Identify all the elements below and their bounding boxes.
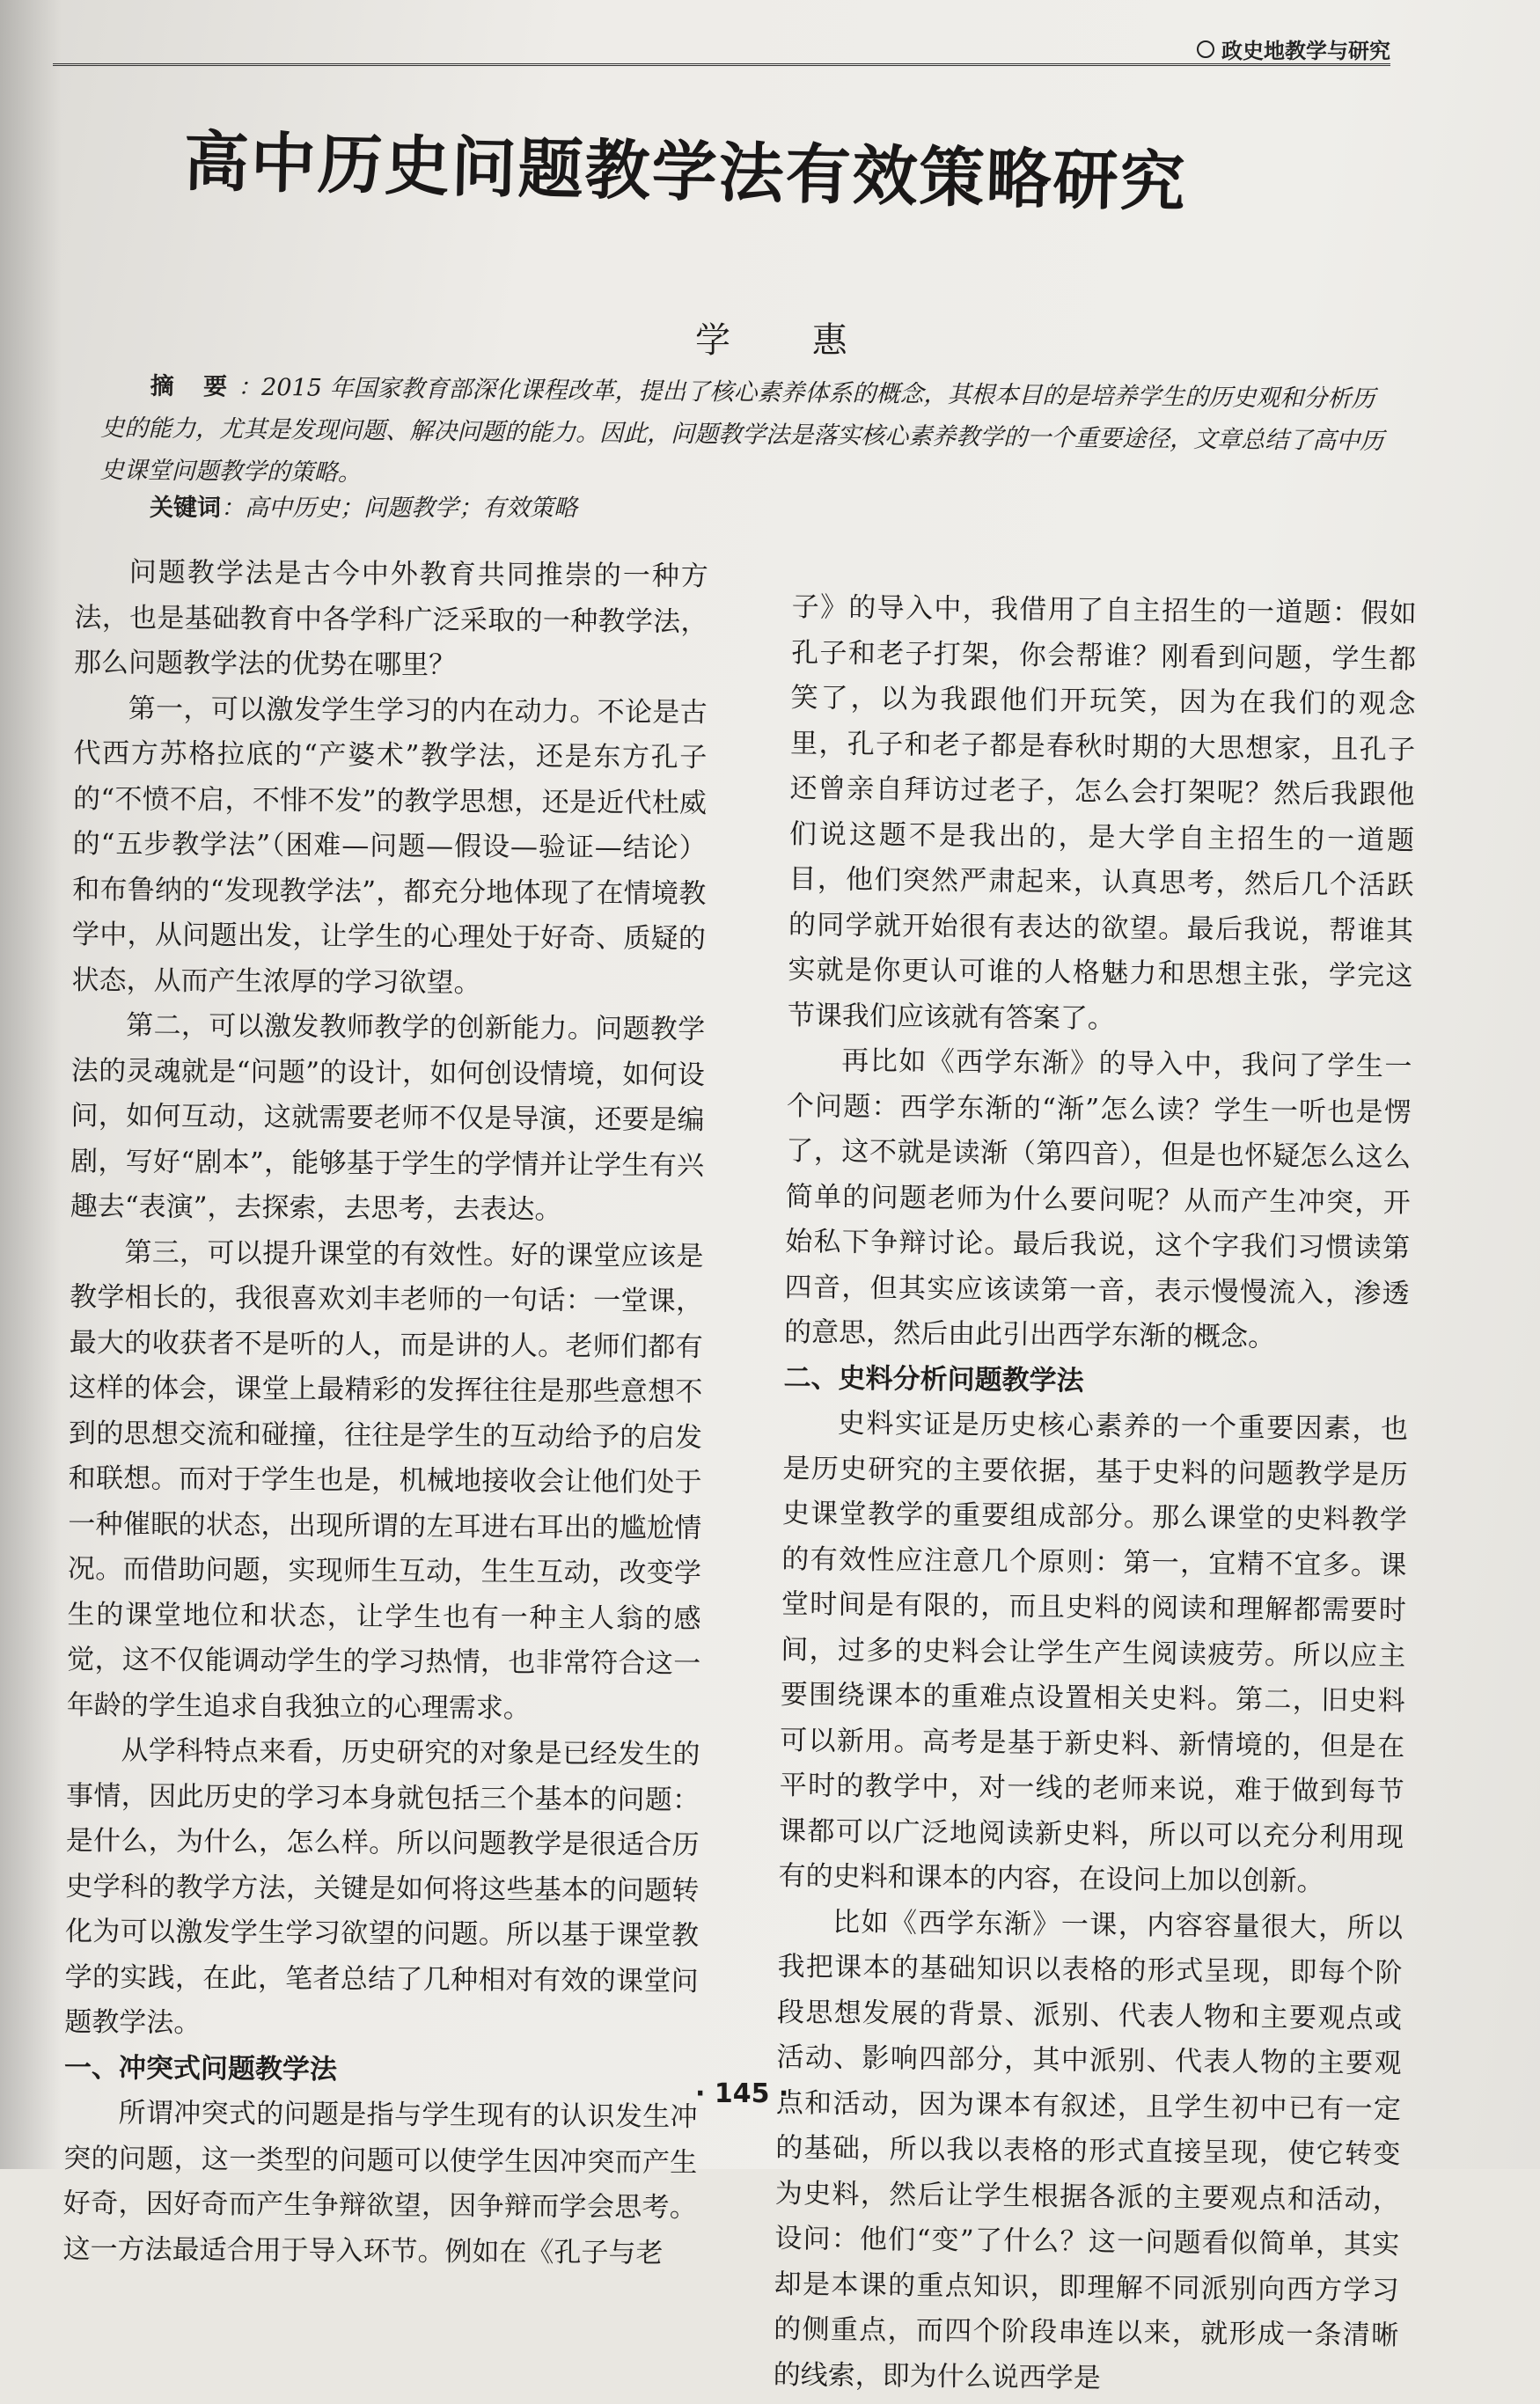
paragraph: 第三，可以提升课堂的有效性。好的课堂应该是教学相长的，我很喜欢刘丰老师的一句话：一堂课，最大的收获者不是听的人，而是讲的人。老师们都有这样的体会，课堂上最精彩的发挥往往是那些意想不到的思想交流和碰撞，往往是学生的互动给予的启发和联想。而对于学生也是，机械地接收会让他们处于一种催眠的状态，出现所谓的左耳进右耳出的尴尬情况。而借助问题，实现师生互动，生生互动，改变学生的课堂地位和状态，让学生也有一种主人翁的感觉，这不仅能调动学生的学习热情，也非常符合这一年龄的学生追求自我独立的心理需求。	[66, 1235, 704, 1725]
paragraph: 问题教学法是古今中外教育共同推崇的一种方法，也是基础教育中各学科广泛采取的一种教学法，那么问题教学法的优势在哪里？	[73, 556, 708, 682]
keywords	[150, 488, 942, 523]
paragraph: 比如《西学东渐》一课，内容容量很大，所以我把课本的基础知识以表格的形式呈现，即每个阶段思想发展的背景、派别、代表人物和主要观点或活动、影响四部分，其中派别、代表人物的主要观点和活动，因为课本有叙述，且学生初中已有一定的基础，所以我以表格的形式直接呈现，使它转变为史料，然后让学生根据各派的主要观点和活动，设问：他们“变”了什么？这一问题看似简单，其实却是本课的重点知识，即理解不同派别向西方学习的侧重点，而四个阶段串连以来，就形成一条清晰的线索，即为什么说西学是	[773, 1906, 1404, 2394]
circle-icon	[1197, 40, 1214, 58]
page-number: · 145 ·	[695, 2078, 789, 2109]
paragraph: 从学科特点来看，历史研究的对象是已经发生的事情，因此历史的学习本身就包括三个基本的问题：是什么，为什么，怎么样。所以问题教学是很适合历史学科的教学方法，关键是如何将这些基本的问题转化为可以激发学生学习欲望的问题。所以基于课堂教学的实践，在此，笔者总结了几种相对有效的课堂问题教学法。	[64, 1734, 700, 2040]
section-label-text: 政史地教学与研究	[1221, 39, 1390, 63]
section-heading: 一、冲突式问题教学法	[63, 2051, 338, 2085]
section-label	[1197, 33, 1390, 64]
paragraph: 第一，可以激发学生学习的内在动力。不论是古代西方苏格拉底的“产婆术”教学法，还是东方孔子的“不愤不启，不悱不发”的教学思想，还是近代杜威的“五步教学法”（困难—问题—假设—验证—结论）和布鲁纳的“发现教学法”，都充分地体现了在情境教学中，从问题出发，让学生的心理处于好奇、质疑的状态，从而产生浓厚的学习欲望。	[71, 692, 708, 999]
article-title: 高中历史问题教学法有效策略研究	[182, 123, 1188, 221]
abstract-text: ：2015 年国家教育部深化课程改革，提出了核心素养体系的概念，其根本目的是培养学生的历史观和分析历史的能力，尤其是发现问题、解决问题的能力。因此，问题教学法是落实核心素养教学的一个重要途径，文章总结了高中历史课堂问题教学的策略。	[99, 373, 1384, 487]
keywords-label: 关键词	[150, 495, 221, 522]
running-header	[53, 33, 1390, 66]
article-author: 学 惠	[695, 320, 883, 361]
keywords-text: ：高中历史；问题教学；有效策略	[221, 495, 577, 522]
right-column	[773, 585, 1417, 2404]
section-heading: 二、史料分析问题教学法	[783, 1361, 1084, 1397]
paragraph: 史料实证是历史核心素养的一个重要因素，也是历史研究的主要依据，基于史料的问题教学是历史课堂教学的重要组成部分。那么课堂的史料教学的有效性应注意几个原则：第一，宜精不宜多。课堂时间是有限的，而且史料的阅读和理解都需要时间，过多的史料会让学生产生阅读疲劳。所以应主要围绕课本的重难点设置相关史料。第二，旧史料可以新用。高考是基于新史料、新情境的，但是在平时的教学中，对一线的老师来说，难于做到每节课都可以广泛地阅读新史料，所以可以充分利用现有的史料和课本的内容，在设问上加以创新。	[778, 1407, 1409, 1898]
left-column	[62, 550, 708, 2276]
binding-shadow	[0, 0, 62, 2169]
abstract	[99, 365, 1394, 505]
paragraph: 再比如《西学东渐》的导入中，我问了学生一个问题：西学东渐的“渐”怎么读？学生一听也是愣了，这不就是读渐（第四音），但是也怀疑怎么这么简单的问题老师为什么要问呢？从而产生冲突，开始私下争辩讨论。最后我说，这个字我们习惯读第四音，但其实应该读第一音，表示慢慢流入，渗透的意思，然后由此引出西学东渐的概念。	[783, 1044, 1412, 1353]
paragraph: 所谓冲突式的问题是指与学生现有的认识发生冲突的问题，这一类型的问题可以使学生因冲突而产生好奇，因好奇而产生争辩欲望，因争辩而学会思考。这一方法最适合用于导入环节。例如在《孔子与老	[62, 2097, 698, 2269]
abstract-label: 摘 要	[150, 372, 238, 401]
paragraph: 第二，可以激发教师教学的创新能力。问题教学法的灵魂就是“问题”的设计，如何创设情境，如何设问，如何互动，这就需要老师不仅是导演，还要是编剧，写好“剧本”，能够基于学生的学情并让学生有兴趣去“表演”，去探索，去思考，去表达。	[70, 1009, 706, 1226]
paragraph: 子》的导入中，我借用了自主招生的一道题：假如孔子和老子打架，你会帮谁？刚看到问题，学生都笑了，以为我跟他们开玩笑，因为在我们的观念里，孔子和老子都是春秋时期的大思想家，且孔子还曾亲自拜访过老子，怎么会打架呢？然后我跟他们说这题不是我出的，是大学自主招生的一道题目，他们突然严肃起来，认真思考，然后几个活跃的同学就开始很有表达的欲望。最后我说，帮谁其实就是你更认可谁的人格魅力和思想主张，学完这节课我们应该就有答案了。	[787, 590, 1417, 1035]
